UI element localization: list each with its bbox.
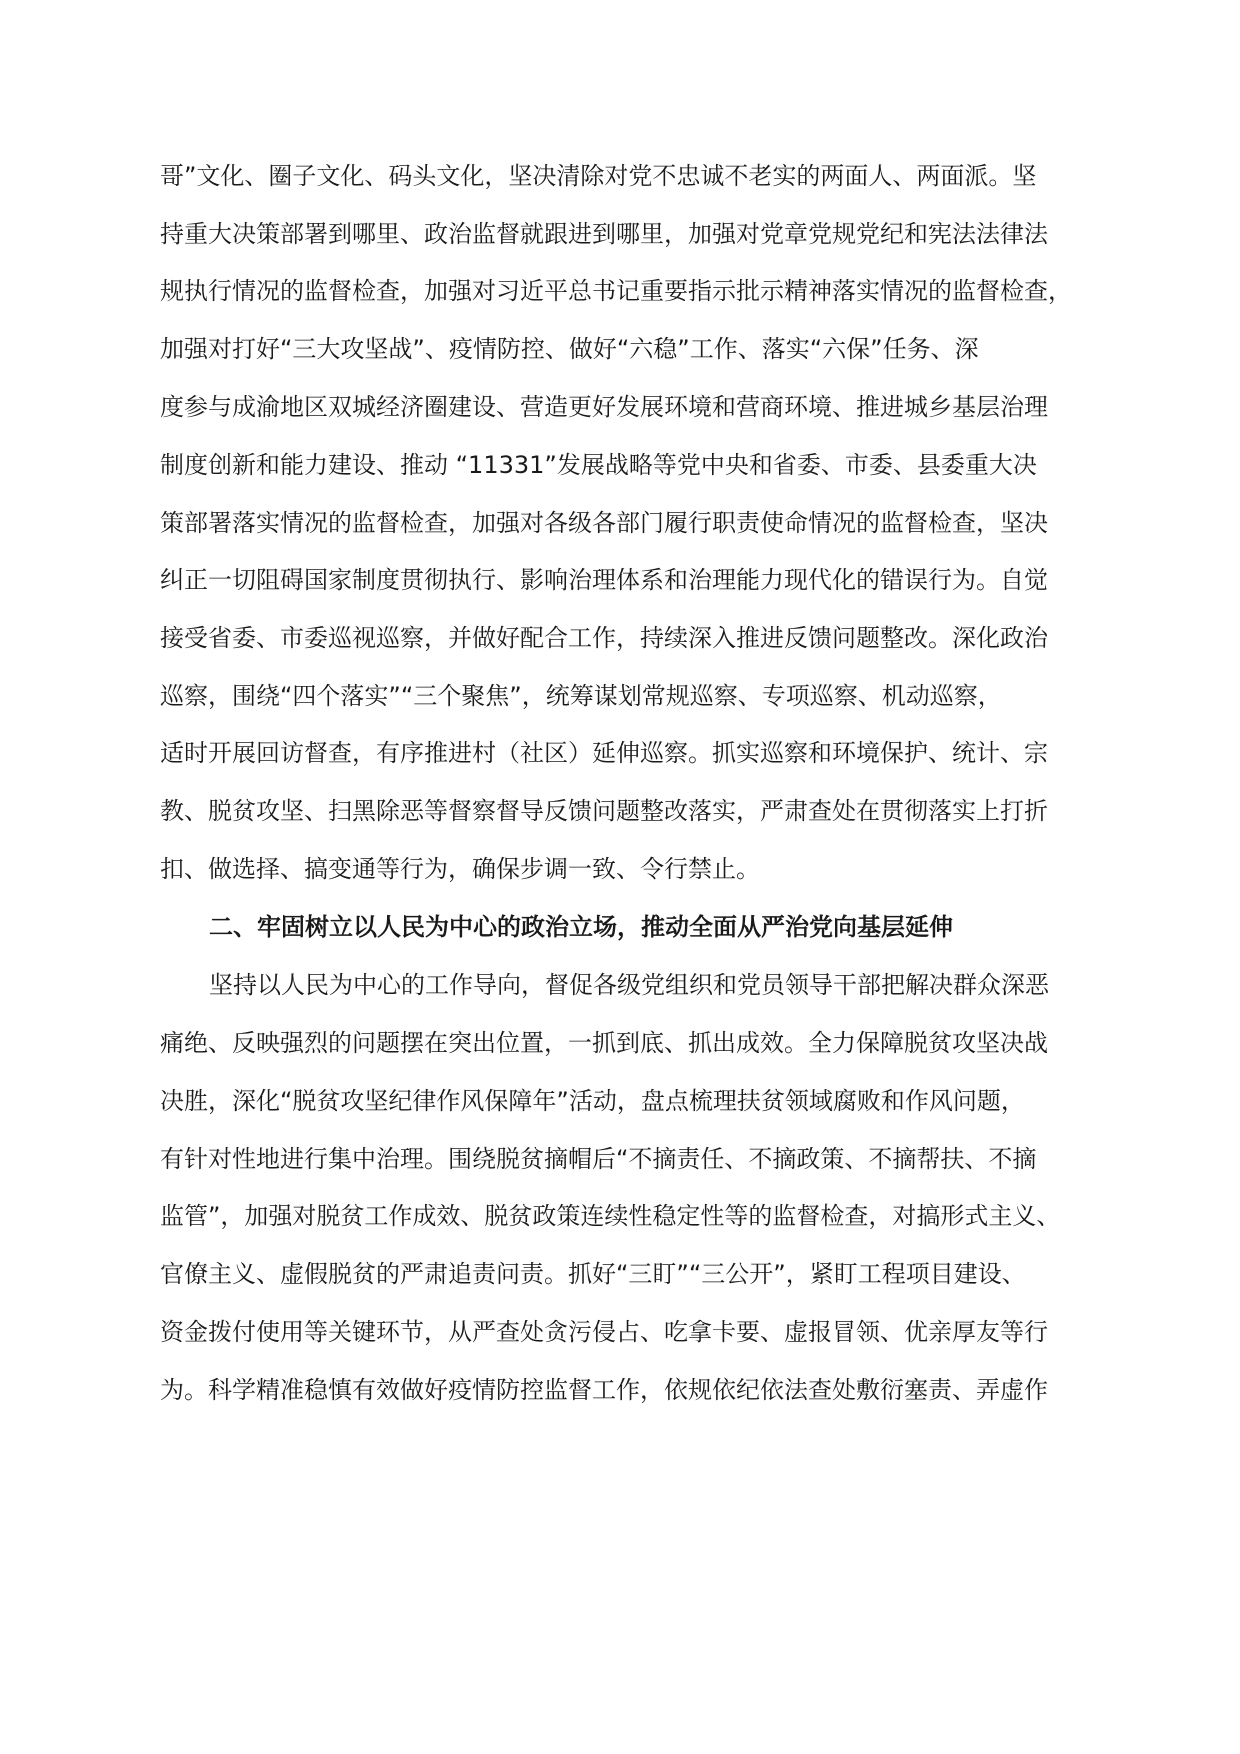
paragraph-line: 制度创新和能力建设、推动 “11331”发展战略等党中央和省委、市委、县委重大决 (160, 451, 1037, 479)
paragraph-line: 哥”文化、圈子文化、码头文化，坚决清除对党不忠诚不老实的两面人、两面派。坚 (160, 162, 1037, 190)
paragraph-line: 规执行情况的监督检查，加强对习近平总书记重要指示批示精神落实情况的监督检查， (160, 277, 1072, 305)
paragraph-line: 教、脱贫攻坚、扫黑除恶等督察督导反馈问题整改落实，严肃查处在贯彻落实上打折 (160, 797, 1048, 825)
paragraph-line: 监管”，加强对脱贫工作成效、脱贫政策连续性稳定性等的监督检查，对搞形式主义、 (160, 1202, 1061, 1230)
paragraph-line: 巡察，围绕“四个落实”“三个聚焦”，统筹谋划常规巡察、专项巡察、机动巡察， (160, 682, 1002, 710)
paragraph-line: 官僚主义、虚假脱贫的严肃追责问责。抓好“三盯”“三公开”，紧盯工程项目建设、 (160, 1260, 1026, 1288)
paragraph-line: 适时开展回访督查，有序推进村（社区）延伸巡察。抓实巡察和环境保护、统计、宗 (160, 739, 1048, 767)
paragraph-line: 策部署落实情况的监督检查，加强对各级各部门履行职责使命情况的监督检查，坚决 (160, 509, 1048, 537)
paragraph-line: 为。科学精准稳慎有效做好疫情防控监督工作，依规依纪依法查处敷衍塞责、弄虚作 (160, 1376, 1048, 1404)
paragraph-line: 持重大决策部署到哪里、政治监督就跟进到哪里，加强对党章党规党纪和宪法法律法 (160, 220, 1048, 248)
paragraph-line: 加强对打好“三大攻坚战”、疫情防控、做好“六稳”工作、落实“六保”任务、深 (160, 335, 979, 363)
paragraph-line: 接受省委、市委巡视巡察，并做好配合工作，持续深入推进反馈问题整改。深化政治 (160, 624, 1048, 652)
paragraph-line: 痛绝、反映强烈的问题摆在突出位置，一抓到底、抓出成效。全力保障脱贫攻坚决战 (160, 1029, 1048, 1057)
paragraph-line: 坚持以人民为中心的工作导向，督促各级党组织和党员领导干部把解决群众深恶 (209, 971, 1049, 999)
section-heading: 二、牢固树立以人民为中心的政治立场，推动全面从严治党向基层延伸 (209, 913, 953, 941)
paragraph-line: 扣、做选择、搞变通等行为，确保步调一致、令行禁止。 (160, 855, 760, 883)
paragraph-line: 有针对性地进行集中治理。围绕脱贫摘帽后“不摘责任、不摘政策、不摘帮扶、不摘 (160, 1145, 1037, 1173)
paragraph-line: 决胜，深化“脱贫攻坚纪律作风保障年”活动，盘点梳理扶贫领域腐败和作风问题， (160, 1087, 1025, 1115)
paragraph-line: 度参与成渝地区双城经济圈建设、营造更好发展环境和营商环境、推进城乡基层治理 (160, 393, 1048, 421)
paragraph-line: 资金拨付使用等关键环节，从严查处贪污侵占、吃拿卡要、虚报冒领、优亲厚友等行 (160, 1318, 1048, 1346)
paragraph-line: 纠正一切阻碍国家制度贯彻执行、影响治理体系和治理能力现代化的错误行为。自觉 (160, 566, 1048, 594)
